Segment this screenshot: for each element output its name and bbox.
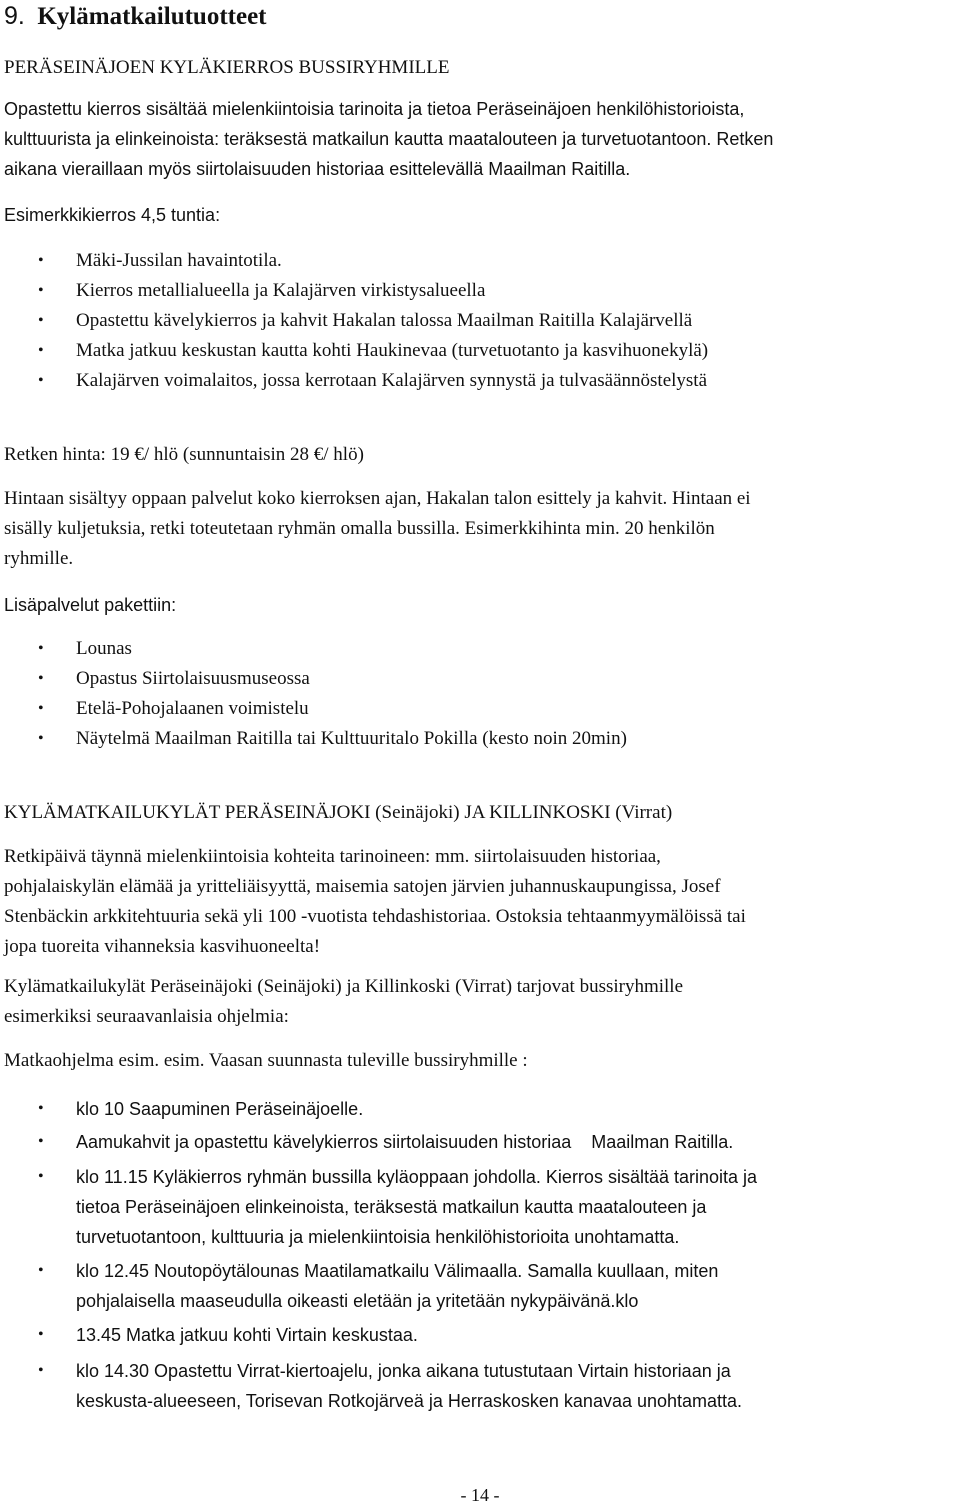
bullet-marker: •	[38, 1262, 44, 1279]
program-item-line: klo 10 Saapuminen Peräseinäjoelle.	[76, 1099, 364, 1119]
section2-intro-line-2: pohjalaiskylän elämää ja yritteliäisyyttä, maisemia satojen järvien juhannuskaupungissa, Josef	[4, 876, 721, 897]
example-label: Esimerkkikierros 4,5 tuntia:	[4, 205, 221, 225]
intro-line-3: aikana vieraillaan myös siirtolaisuuden historiaa esittelevällä Maailman Raitilla.	[4, 159, 631, 179]
page-heading	[4, 0, 267, 33]
section2-offer-line-2: esimerkiksi seuraavanlaisia ohjelmia:	[4, 1006, 289, 1027]
heading-number: 9.	[4, 2, 25, 30]
section2-intro-line-4: jopa tuoreita vihanneksia kasvihuoneelta!	[4, 936, 321, 957]
list-item: Kalajärven voimalaitos, jossa kerrotaan Kalajärven synnystä ja tulvasäännöstelystä	[76, 370, 708, 391]
section2-intro-line-3: Stenbäckin arkkitehtuuria sekä yli 100 -vuotista tehdashistoriaa. Ostoksia tehtaanmyymälöissä tai	[4, 906, 746, 927]
page-number: - 14 -	[460, 1485, 500, 1505]
includes-line-2: sisälly kuljetuksia, retki toteutetaan ryhmän omalla bussilla. Esimerkkihinta min. 20 henkilön	[4, 518, 715, 539]
bullet-marker: •	[38, 1362, 44, 1379]
section2-offer-line-1: Kylämatkailukylät Peräseinäjoki (Seinäjoki) ja Killinkoski (Virrat) tarjovat bussiryhmille	[4, 976, 684, 997]
list-item: Lounas	[76, 638, 132, 659]
list-item: Opastus Siirtolaisuusmuseossa	[76, 668, 310, 689]
program-item-line: turvetuotantoon, kulttuuria ja mielenkiintoisia henkilöhistorioita unohtamatta.	[76, 1227, 680, 1247]
bullet-marker: •	[38, 1100, 44, 1117]
list-item: Etelä-Pohojalaanen voimistelu	[76, 698, 309, 719]
program-item-line: klo 11.15 Kyläkierros ryhmän bussilla kyläoppaan johdolla. Kierros sisältää tarinoita ja	[76, 1167, 758, 1187]
bullet-marker: •	[38, 1133, 44, 1150]
includes-line-3: ryhmille.	[4, 548, 74, 569]
bullet-marker: •	[38, 342, 44, 359]
heading-title: Kylämatkailutuotteet	[37, 3, 267, 30]
bullet-marker: •	[38, 1168, 44, 1185]
bullet-marker: •	[38, 312, 44, 329]
program-item-line: klo 14.30 Opastettu Virrat-kiertoajelu, jonka aikana tutustutaan Virtain historiaan ja	[76, 1361, 731, 1381]
intro-line-1: Opastettu kierros sisältää mielenkiintoisia tarinoita ja tietoa Peräseinäjoen henkilöhistorioista,	[4, 99, 745, 119]
section2-intro-line-1: Retkipäivä täynnä mielenkiintoisia kohteita tarinoineen: mm. siirtolaisuuden historiaa,	[4, 846, 661, 867]
program-item-line: Aamukahvit ja opastettu kävelykierros siirtolaisuuden historiaa Maailman Raitilla.	[76, 1132, 734, 1152]
bullet-marker: •	[38, 372, 44, 389]
bullet-marker: •	[38, 730, 44, 747]
bullet-marker: •	[38, 282, 44, 299]
program-item-line: klo 12.45 Noutopöytälounas Maatilamatkailu Välimaalla. Samalla kuullaan, miten	[76, 1261, 719, 1281]
list-item: Kierros metallialueella ja Kalajärven virkistysalueella	[76, 280, 486, 301]
bullet-marker: •	[38, 700, 44, 717]
bullet-marker: •	[38, 1326, 44, 1343]
bullet-marker: •	[38, 252, 44, 269]
bullet-marker: •	[38, 640, 44, 657]
program-item-line: pohjalaisella maaseudulla oikeasti eletään ja yritetään nykypäivänä.klo	[76, 1291, 639, 1311]
includes-line-1: Hintaan sisältyy oppaan palvelut koko kierroksen ajan, Hakalan talon esittely ja kahvit. Hintaan ei	[4, 488, 751, 509]
price-line: Retken hinta: 19 €/ hlö (sunnuntaisin 28 €/ hlö)	[4, 444, 364, 465]
list-item: Matka jatkuu keskustan kautta kohti Haukinevaa (turvetuotanto ja kasvihuonekylä)	[76, 340, 709, 361]
list-item: Mäki-Jussilan havaintotila.	[76, 250, 282, 271]
program-label: Matkaohjelma esim. esim. Vaasan suunnasta tuleville bussiryhmille :	[4, 1050, 528, 1071]
program-item-line: tietoa Peräseinäjoen elinkeinoista, teräksestä matkailun kautta maatalouteen ja	[76, 1197, 707, 1217]
section2-title: KYLÄMATKAILUKYLÄT PERÄSEINÄJOKI (Seinäjoki) JA KILLINKOSKI (Virrat)	[4, 802, 673, 823]
section1-title: PERÄSEINÄJOEN KYLÄKIERROS BUSSIRYHMILLE	[4, 57, 450, 78]
intro-line-2: kulttuurista ja elinkeinoista: teräksestä matkailun kautta maatalouteen ja turvetuotantoon. Retken	[4, 129, 774, 149]
program-item-line: keskusta-alueeseen, Torisevan Rotkojärveä ja Herraskosken kanavaa unohtamatta.	[76, 1391, 743, 1411]
bullet-marker: •	[38, 670, 44, 687]
list-item: Näytelmä Maailman Raitilla tai Kulttuuritalo Pokilla (kesto noin 20min)	[76, 728, 627, 749]
program-item-line: 13.45 Matka jatkuu kohti Virtain keskustaa.	[76, 1325, 418, 1345]
extras-label: Lisäpalvelut pakettiin:	[4, 595, 177, 615]
list-item: Opastettu kävelykierros ja kahvit Hakalan talossa Maailman Raitilla Kalajärvellä	[76, 310, 693, 331]
